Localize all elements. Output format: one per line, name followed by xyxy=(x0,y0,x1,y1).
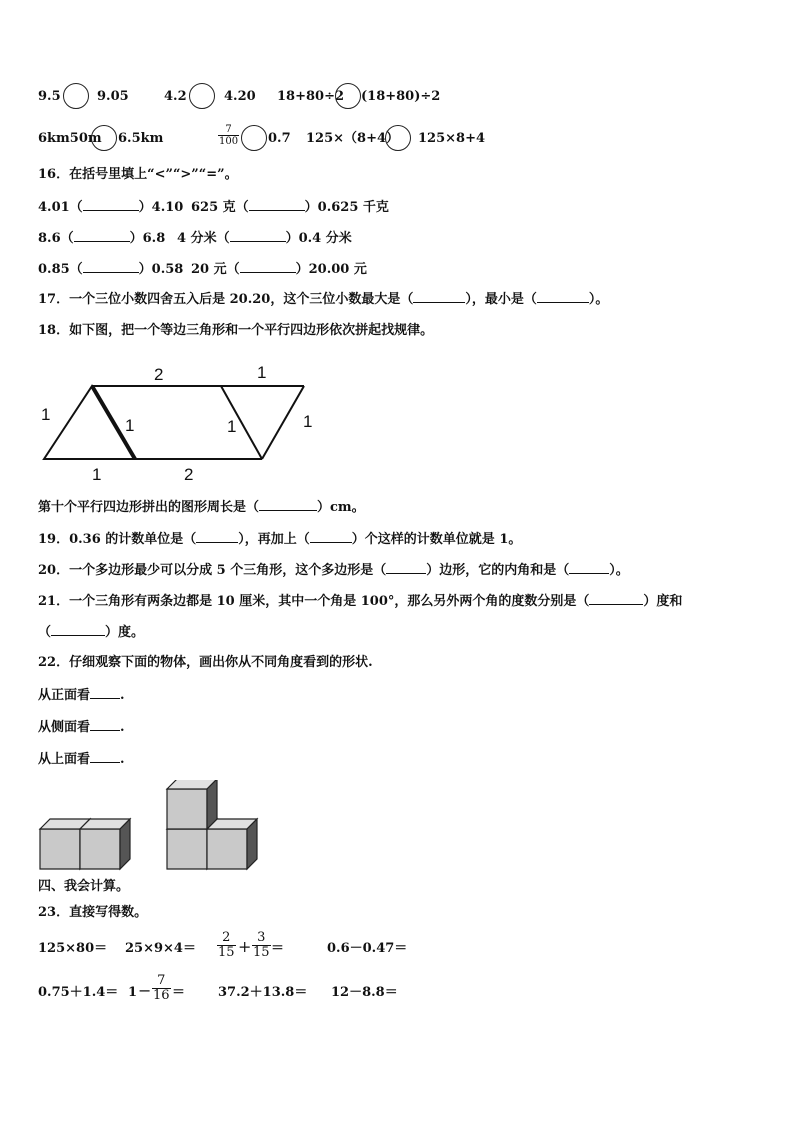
q21-text: ）度。 xyxy=(105,625,145,640)
side-label: 1 xyxy=(303,412,313,431)
q17 xyxy=(38,290,608,309)
compare-c-right: (18+80)÷2 xyxy=(361,89,441,104)
answer-circle[interactable] xyxy=(241,125,267,151)
compare-d-left: 6km50m xyxy=(38,131,102,146)
q22-text: 从侧面看 xyxy=(38,720,91,735)
q22-text: . xyxy=(120,752,125,767)
triangle-parallelogram-figure xyxy=(30,356,330,486)
q18-title: 18．如下图，把一个等边三角形和一个平行四边形依次拼起找规律。 xyxy=(38,323,434,338)
q19-text: ）个这样的计数单位就是 1。 xyxy=(351,532,522,547)
compare-b-left: 4.2 xyxy=(164,89,187,104)
equals-sign: ＝ xyxy=(172,985,186,1000)
answer-blank[interactable] xyxy=(240,260,296,273)
three-cube-object xyxy=(167,780,257,869)
side-label: 1 xyxy=(257,363,267,382)
answer-blank[interactable] xyxy=(83,260,139,273)
q18-text: 第十个平行四边形拼出的图形周长是（ xyxy=(38,500,260,515)
plus-sign: + xyxy=(238,937,252,956)
answer-blank[interactable] xyxy=(537,290,589,303)
triangle-right-edge xyxy=(262,386,304,459)
answer-blank[interactable] xyxy=(569,561,609,574)
q21-line-2 xyxy=(38,623,144,642)
q22-text: . xyxy=(120,688,125,703)
q17-text: 17．一个三位小数四舍五入后是 20.20，这个三位小数最大是（ xyxy=(38,292,414,307)
q16-text: 625 克（ xyxy=(191,200,249,215)
expr-37.2+13.8: 37.2＋13.8＝ xyxy=(218,985,308,1000)
answer-circle[interactable] xyxy=(335,83,361,109)
two-cube-object xyxy=(40,819,130,869)
fraction-numerator: 7 xyxy=(225,124,232,135)
fraction-7-100 xyxy=(218,124,239,147)
fraction-numerator: 2 xyxy=(222,930,231,945)
q16-text: 20 元（ xyxy=(191,262,240,277)
side-label: 2 xyxy=(184,465,194,484)
fraction-denominator: 15 xyxy=(253,945,270,960)
q21-text: 21．一个三角形有两条边都是 10 厘米，其中一个角是 100°，那么另外两个角的度数分别是（ xyxy=(38,594,590,609)
q20 xyxy=(38,561,629,580)
expr-12-8.8: 12－8.8＝ xyxy=(331,985,398,1000)
q16-text: 0.85（ xyxy=(38,262,83,277)
compare-f-left: 125×（8+4） xyxy=(306,131,400,146)
q16-text: ）6.8 xyxy=(129,231,166,246)
q20-text: ）。 xyxy=(609,563,629,578)
q16-row-2 xyxy=(38,229,165,248)
answer-blank[interactable] xyxy=(386,561,426,574)
q22-front xyxy=(38,686,125,705)
q21-text: （ xyxy=(38,625,52,640)
q21-text: ）度和 xyxy=(643,594,683,609)
fraction-7-16 xyxy=(152,974,171,1003)
expr-25x9x4: 25×9×4＝ xyxy=(125,941,196,956)
fraction-denominator: 16 xyxy=(153,988,170,1003)
expr-0.6-0.47: 0.6－0.47＝ xyxy=(327,941,408,956)
q23-title: 23．直接写得数。 xyxy=(38,905,148,920)
q18-text: ）cm。 xyxy=(317,500,365,515)
minus-sign: − xyxy=(138,981,152,1000)
q22-title: 22．仔细观察下面的物体，画出你从不同角度看到的形状. xyxy=(38,655,373,670)
q16-row-2b xyxy=(177,229,352,248)
compare-a-right: 9.05 xyxy=(97,89,129,104)
answer-blank[interactable] xyxy=(259,498,317,511)
fraction-numerator: 7 xyxy=(157,973,166,988)
q22-text: 从上面看 xyxy=(38,752,91,767)
expr-0.75+1.4: 0.75＋1.4＝ xyxy=(38,985,119,1000)
q19-text: ），再加上（ xyxy=(238,532,310,547)
q16-text: ）0.625 千克 xyxy=(304,200,389,215)
q20-text: 20．一个多边形最少可以分成 5 个三角形，这个多边形是（ xyxy=(38,563,387,578)
q16-row-3b xyxy=(191,260,367,279)
expr-125x80: 125×80＝ xyxy=(38,941,108,956)
compare-b-right: 4.20 xyxy=(224,89,256,104)
fraction-numerator: 3 xyxy=(257,930,266,945)
q16-text: ）0.4 分米 xyxy=(285,231,352,246)
answer-blank[interactable] xyxy=(83,198,139,211)
answer-blank[interactable] xyxy=(249,198,305,211)
compare-d-right: 6.5km xyxy=(118,131,164,146)
q16-text: 8.6（ xyxy=(38,231,74,246)
section-heading: 四、我会计算。 xyxy=(38,879,130,894)
q16-row-1b xyxy=(191,198,389,217)
q16-title: 16．在括号里填上“<”“>”“=”。 xyxy=(38,167,238,182)
answer-blank[interactable] xyxy=(51,623,105,636)
compare-c-left: 18+80÷2 xyxy=(277,89,345,104)
side-label: 1 xyxy=(41,405,51,424)
answer-circle[interactable] xyxy=(189,83,215,109)
compare-a-left: 9.5 xyxy=(38,89,61,104)
q22-top xyxy=(38,750,125,769)
q19 xyxy=(38,530,521,549)
q22-text: . xyxy=(120,720,125,735)
q18-answer xyxy=(38,498,365,517)
answer-blank[interactable] xyxy=(90,686,120,699)
q16-row-3 xyxy=(38,260,183,279)
q16-text: 4.01（ xyxy=(38,200,83,215)
answer-blank[interactable] xyxy=(230,229,286,242)
equals-sign: ＝ xyxy=(271,941,285,956)
q17-text: ），最小是（ xyxy=(465,292,537,307)
q16-row-1 xyxy=(38,198,183,217)
answer-blank[interactable] xyxy=(310,530,352,543)
answer-blank[interactable] xyxy=(589,592,643,605)
answer-circle[interactable] xyxy=(91,125,117,151)
answer-blank[interactable] xyxy=(74,229,130,242)
q21-line-1 xyxy=(38,592,682,611)
compare-e-right: 0.7 xyxy=(268,131,291,146)
q19-text: 19．0.36 的计数单位是（ xyxy=(38,532,197,547)
fraction-2-15 xyxy=(217,931,236,960)
q22-text: 从正面看 xyxy=(38,688,91,703)
answer-blank[interactable] xyxy=(90,718,120,731)
q16-text: ）0.58 xyxy=(138,262,184,277)
expr-one: 1 xyxy=(128,985,138,1000)
side-label: 1 xyxy=(125,416,135,435)
q20-text: ）边形，它的内角和是（ xyxy=(426,563,570,578)
q16-text: ）20.00 元 xyxy=(295,262,367,277)
fraction-denominator: 100 xyxy=(219,136,239,147)
fraction-3-15 xyxy=(252,931,271,960)
side-label: 2 xyxy=(154,365,164,384)
answer-circle[interactable] xyxy=(385,125,411,151)
compare-f-right: 125×8+4 xyxy=(418,131,486,146)
answer-blank[interactable] xyxy=(413,290,465,303)
answer-blank[interactable] xyxy=(90,750,120,763)
answer-blank[interactable] xyxy=(196,530,238,543)
answer-circle[interactable] xyxy=(63,83,89,109)
fraction-denominator: 15 xyxy=(218,945,235,960)
triangle-shape xyxy=(44,386,135,459)
q22-side xyxy=(38,718,125,737)
side-label: 1 xyxy=(227,417,237,436)
q16-text: 4 分米（ xyxy=(177,231,230,246)
q17-text: ）。 xyxy=(588,292,609,307)
side-label: 1 xyxy=(92,465,102,484)
q16-text: ）4.10 xyxy=(138,200,184,215)
cube-figures xyxy=(36,780,276,875)
